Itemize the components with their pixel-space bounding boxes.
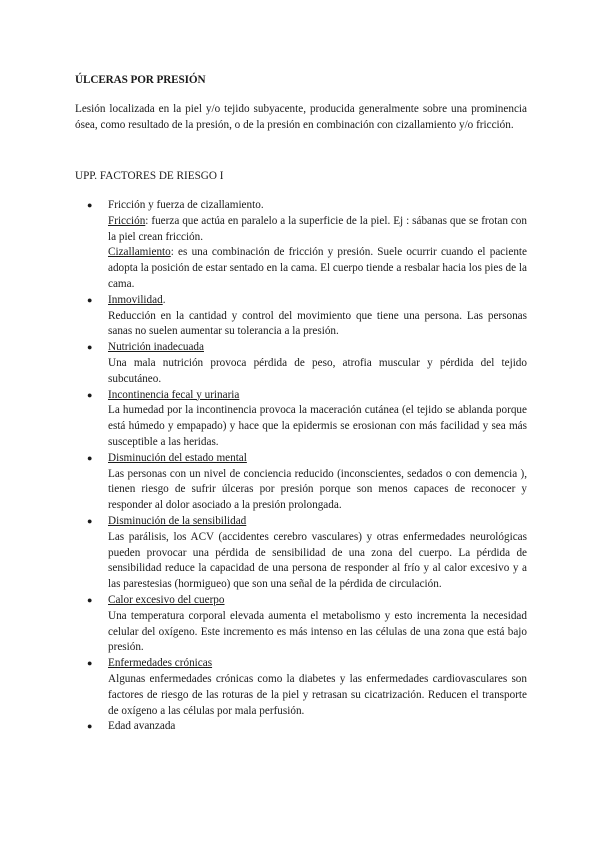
bullet-icon: ● bbox=[87, 721, 93, 732]
section-title: UPP. FACTORES DE RIESGO I bbox=[75, 170, 224, 182]
factor-heading: Nutrición inadecuada bbox=[108, 341, 204, 354]
list-item bbox=[75, 198, 527, 293]
factor-description: Algunas enfermedades crónicas como la diabetes y las enfermedades cardiovasculares son factores de riesgo de las roturas de la piel y retrasan su cicatrización. Reducen el transporte de oxígeno a las células por mala perfusión. bbox=[108, 672, 527, 717]
bullet-icon: ● bbox=[87, 515, 93, 526]
bullet-icon: ● bbox=[87, 200, 93, 210]
factor-description: Las personas con un nivel de conciencia reducido (inconscientes, sedados o con demencia ), tienen riesgo de sufrir úlceras por presión porque son menos capaces de reconocer y responder al dolor asociado a la presión prolongada. bbox=[108, 467, 527, 512]
factor-heading: Inmovilidad bbox=[108, 293, 163, 306]
factor-heading-suffix: . bbox=[162, 293, 166, 306]
factor-description: Una temperatura corporal elevada aumenta el metabolismo y esto incrementa la necesidad celular del oxígeno. Este incremento es más intenso en las células de una zona que está bajo presión. bbox=[108, 609, 527, 654]
list-item bbox=[75, 293, 527, 340]
list-item bbox=[75, 656, 527, 719]
factor-description: Las parálisis, los ACV (accidentes cerebro vasculares) y otras enfermedades neurológicas pueden provocar una pérdida de sensibilidad de una zona del cuerpo. La pérdida de sensibilidad reduce la capacidad de una persona de responder al frío y al calor excesivo y a las parestesias (hormigueo) que son una señal de la pérdida de circulación. bbox=[108, 530, 527, 591]
risk-factor-list bbox=[75, 198, 527, 735]
subitem-text: : fuerza que actúa en paralelo a la superficie de la piel. Ej : sábanas que se frotan con la piel crean fricción. bbox=[108, 214, 527, 243]
subitem-term: Cizallamiento bbox=[108, 246, 171, 259]
subitem-term: Fricción bbox=[108, 214, 146, 227]
list-item bbox=[75, 388, 527, 451]
bullet-icon: ● bbox=[87, 594, 93, 605]
factor-heading: Edad avanzada bbox=[108, 720, 176, 733]
subitem-text: : es una combinación de fricción y presión. Suele ocurrir cuando el paciente adopta la posición de estar sentado en la cama. El cuerpo tiende a resbalar hacia los pies de la cama. bbox=[108, 246, 527, 290]
factor-subitem bbox=[108, 245, 527, 292]
factor-heading: Disminución de la sensibilidad bbox=[108, 514, 247, 527]
factor-heading: Incontinencia fecal y urinaria bbox=[108, 388, 240, 401]
factor-heading: Enfermedades crónicas bbox=[108, 657, 213, 670]
factor-heading: Disminución del estado mental bbox=[108, 451, 247, 464]
list-item bbox=[75, 514, 527, 593]
bullet-icon: ● bbox=[87, 452, 93, 463]
intro-paragraph: Lesión localizada en la piel y/o tejido subyacente, producida generalmente sobre una prominencia ósea, como resultado de la presión, o de la presión en combinación con cizallamiento y/o fricción. bbox=[75, 103, 527, 131]
factor-description: La humedad por la incontinencia provoca la maceración cutánea (el tejido se ablanda porque está húmedo y empapado) y hace que la epidermis se erosionan con más facilidad y sea más susceptible a las heridas. bbox=[108, 404, 527, 448]
list-item bbox=[75, 451, 527, 514]
bullet-icon: ● bbox=[87, 294, 93, 305]
bullet-icon: ● bbox=[87, 389, 93, 400]
factor-description: Reducción en la cantidad y control del movimiento que tiene una persona. Las personas sanas no suelen aumentar su tolerancia a la presión. bbox=[108, 309, 527, 338]
bullet-icon: ● bbox=[87, 658, 93, 669]
list-item bbox=[75, 719, 527, 735]
factor-heading: Fricción y fuerza de cizallamiento. bbox=[108, 199, 264, 211]
bullet-icon: ● bbox=[87, 342, 93, 353]
list-item bbox=[75, 340, 527, 387]
list-item bbox=[75, 593, 527, 656]
factor-description: Una mala nutrición provoca pérdida de peso, atrofia muscular y pérdida del tejido subcutáneo. bbox=[108, 356, 527, 385]
factor-heading: Calor excesivo del cuerpo bbox=[108, 593, 225, 606]
factor-subitem bbox=[108, 214, 527, 246]
document-title: ÚLCERAS POR PRESIÓN bbox=[75, 74, 206, 86]
